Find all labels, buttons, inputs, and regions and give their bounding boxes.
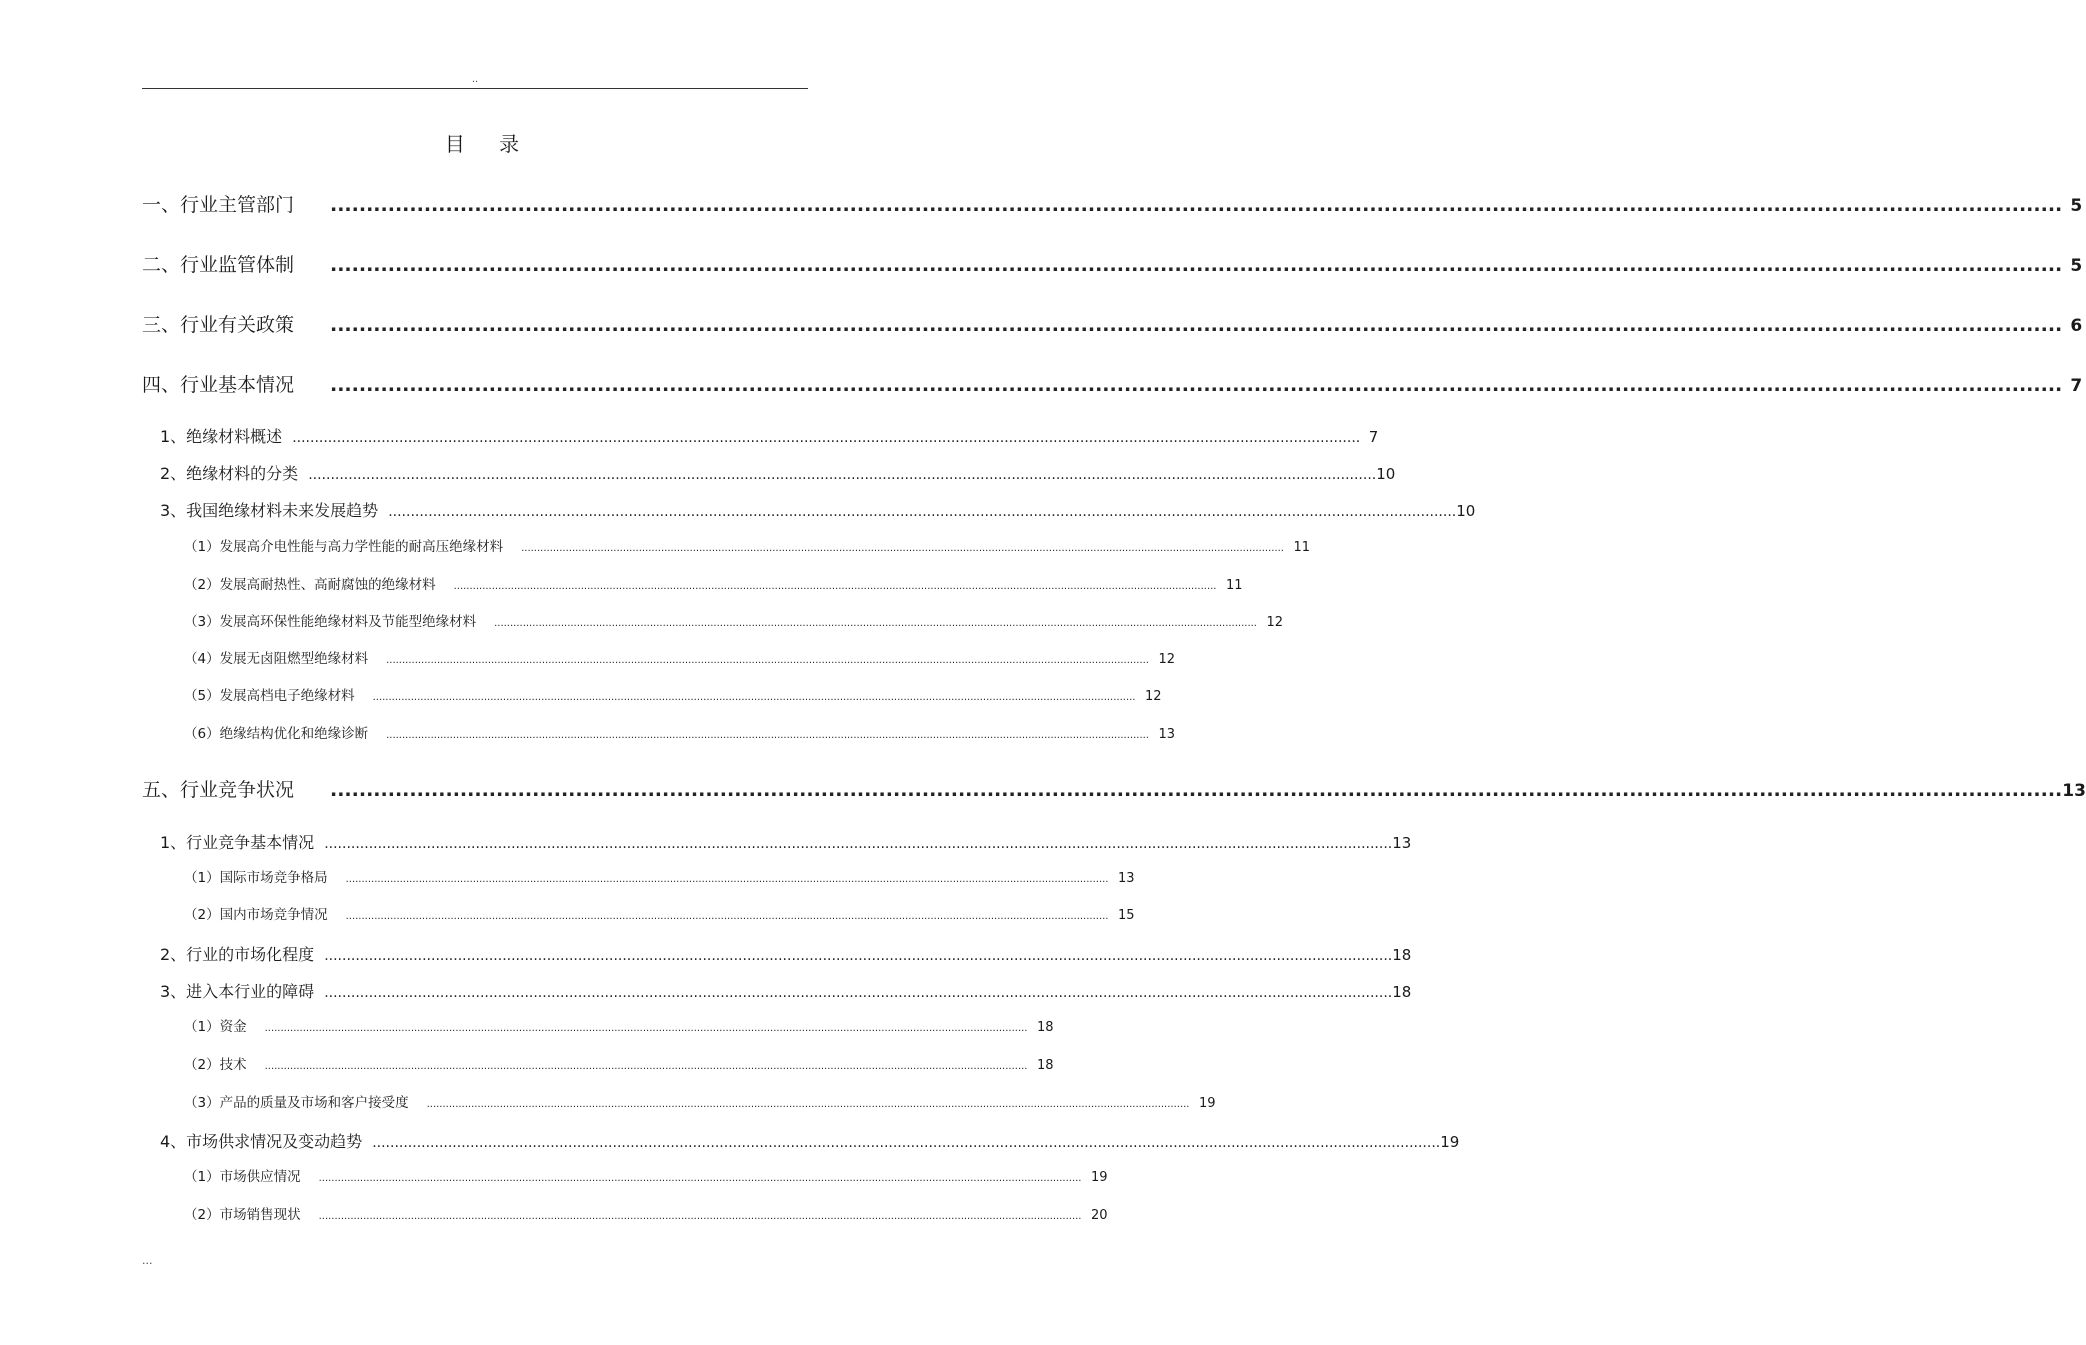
toc-entry-title: （2）国内市场竞争情况	[184, 907, 328, 923]
toc-entry-title: （2）技术	[184, 1057, 247, 1073]
toc-entry-title: 五、行业竞争状况	[142, 779, 295, 801]
toc-entry[interactable]	[160, 1129, 1460, 1152]
toc-entry[interactable]	[184, 1091, 1216, 1111]
toc-entry-title: 4、市场供求情况及变动趋势	[160, 1132, 363, 1151]
toc-leader-dots: ................................................................................................................................................................................................................................................	[324, 985, 1393, 1001]
toc-entry-title: 一、行业主管部门	[142, 194, 295, 216]
toc-entry[interactable]	[184, 722, 1175, 742]
toc-entry[interactable]	[184, 647, 1175, 667]
toc-leader-dots: ................................................................................................................................................................................................................................................	[386, 655, 1149, 666]
toc-entry[interactable]	[184, 1053, 1054, 1073]
toc-entry-title: （1）国际市场竞争格局	[184, 870, 328, 886]
toc-entry-title: （3）发展高环保性能绝缘材料及节能型绝缘材料	[184, 614, 477, 630]
toc-entry[interactable]	[184, 866, 1135, 886]
toc-entry[interactable]	[160, 942, 1412, 965]
toc-entry[interactable]	[142, 250, 2083, 277]
toc-leader-dots: ................................................................................................................................................................................................................................................	[292, 430, 1361, 446]
toc-leader-dots: ................................................................................................................................................................................................................................................	[388, 504, 1457, 520]
toc-page-number: 12	[1266, 615, 1283, 630]
toc-page-number: 18	[1036, 1020, 1054, 1035]
toc-leader-dots: ................................................................................................................................................................................................................................................	[372, 692, 1136, 703]
toc-leader-dots: ................................................................................................................................................................................................................................................	[426, 1099, 1190, 1110]
toc-entry-title: 2、行业的市场化程度	[160, 945, 315, 964]
toc-page-number: 18	[1392, 983, 1412, 1001]
toc-entry-title: （6）绝缘结构优化和绝缘诊断	[184, 726, 369, 742]
toc-page-number: 19	[1440, 1133, 1460, 1151]
toc-entry[interactable]	[184, 535, 1310, 555]
toc-page-number: 13	[1158, 727, 1175, 742]
toc-entry[interactable]	[142, 370, 2083, 397]
toc-entry[interactable]	[160, 830, 1412, 853]
toc-entry[interactable]	[184, 1015, 1054, 1035]
toc-entry-title: （5）发展高档电子绝缘材料	[184, 688, 355, 704]
toc-entry[interactable]	[142, 190, 2083, 217]
toc-entry[interactable]	[142, 775, 2086, 802]
toc-entry-title: （2）市场销售现状	[184, 1207, 301, 1223]
toc-leader-dots: ................................................................................................................................................................................................................................................	[324, 948, 1393, 964]
page-title: 目 录	[444, 132, 534, 156]
toc-leader-dots: ................................................................................................................................................................................................................................................	[330, 374, 2063, 396]
toc-page-number: 15	[1117, 908, 1135, 923]
toc-leader-dots: ................................................................................................................................................................................................................................................	[330, 314, 2063, 336]
toc-leader-dots: ................................................................................................................................................................................................................................................	[386, 730, 1149, 741]
toc-page-number: 18	[1036, 1058, 1054, 1073]
toc-leader-dots: ................................................................................................................................................................................................................................................	[330, 779, 2063, 801]
toc-entry-title: （2）发展高耐热性、高耐腐蚀的绝缘材料	[184, 577, 436, 593]
toc-entry-title: 3、我国绝缘材料未来发展趋势	[160, 501, 379, 520]
toc-page-number: 12	[1144, 689, 1162, 704]
toc-entry[interactable]	[184, 610, 1283, 630]
toc-leader-dots: ................................................................................................................................................................................................................................................	[324, 836, 1393, 852]
toc-entry-title: （1）市场供应情况	[184, 1169, 301, 1185]
toc-entry[interactable]	[184, 573, 1243, 593]
toc-entry-title: 三、行业有关政策	[142, 314, 295, 336]
toc-entry-title: 四、行业基本情况	[142, 374, 295, 396]
header-mark: ..	[471, 74, 479, 85]
toc-leader-dots: ................................................................................................................................................................................................................................................	[345, 874, 1109, 885]
toc-entry[interactable]	[142, 310, 2083, 337]
header-rule	[142, 88, 808, 89]
toc-leader-dots: ................................................................................................................................................................................................................................................	[318, 1173, 1082, 1184]
toc-leader-dots: ................................................................................................................................................................................................................................................	[345, 911, 1109, 922]
toc-leader-dots: ................................................................................................................................................................................................................................................	[308, 467, 1377, 483]
toc-leader-dots: ................................................................................................................................................................................................................................................	[521, 543, 1284, 554]
toc-leader-dots: ................................................................................................................................................................................................................................................	[264, 1023, 1028, 1034]
toc-entry-title: （1）发展高介电性能与高力学性能的耐高压绝缘材料	[184, 539, 504, 555]
toc-entry-title: 1、行业竞争基本情况	[160, 833, 315, 852]
toc-page-number: 20	[1090, 1208, 1108, 1223]
toc-page-number: 10	[1456, 502, 1476, 520]
toc-page-number: 7	[1368, 428, 1379, 446]
toc-entry-title: 二、行业监管体制	[142, 254, 295, 276]
toc-entry[interactable]	[184, 684, 1162, 704]
toc-page-number: 13	[1392, 834, 1412, 852]
toc-page-number: 11	[1225, 578, 1243, 593]
toc-page-number: 6	[2070, 316, 2083, 336]
toc-leader-dots: ................................................................................................................................................................................................................................................	[318, 1211, 1082, 1222]
toc-page-number: 19	[1198, 1096, 1216, 1111]
toc-leader-dots: ................................................................................................................................................................................................................................................	[330, 194, 2063, 216]
toc-entry-title: 1、绝缘材料概述	[160, 427, 283, 446]
toc-entry-title: （3）产品的质量及市场和客户接受度	[184, 1095, 409, 1111]
toc-leader-dots: ................................................................................................................................................................................................................................................	[494, 618, 1257, 629]
toc-entry-title: （4）发展无卤阻燃型绝缘材料	[184, 651, 369, 667]
toc-page-number: 13	[2062, 781, 2086, 801]
toc-entry[interactable]	[184, 1203, 1108, 1223]
toc-entry-title: （1）资金	[184, 1019, 247, 1035]
toc-entry[interactable]	[160, 979, 1412, 1002]
toc-entry-title: 2、绝缘材料的分类	[160, 464, 299, 483]
toc-page-number: 10	[1376, 465, 1396, 483]
toc-leader-dots: ................................................................................................................................................................................................................................................	[264, 1061, 1028, 1072]
toc-entry[interactable]	[160, 461, 1396, 484]
toc-leader-dots: ................................................................................................................................................................................................................................................	[372, 1135, 1441, 1151]
toc-entry-title: 3、进入本行业的障碍	[160, 982, 315, 1001]
toc-leader-dots: ................................................................................................................................................................................................................................................	[453, 581, 1217, 592]
toc-entry[interactable]	[184, 1165, 1108, 1185]
toc-page-number: 11	[1293, 540, 1310, 555]
toc-entry[interactable]	[184, 903, 1135, 923]
toc-page-number: 13	[1117, 871, 1135, 886]
footer-mark: ...	[142, 1254, 153, 1267]
toc-entry[interactable]	[160, 498, 1476, 521]
toc-page-number: 5	[2070, 196, 2083, 216]
toc-page-number: 18	[1392, 946, 1412, 964]
toc-page-number: 7	[2070, 376, 2083, 396]
toc-page-number: 12	[1158, 652, 1175, 667]
toc-entry[interactable]	[160, 424, 1379, 447]
toc-leader-dots: ................................................................................................................................................................................................................................................	[330, 254, 2063, 276]
toc-page-number: 5	[2070, 256, 2083, 276]
toc-page-number: 19	[1090, 1170, 1108, 1185]
